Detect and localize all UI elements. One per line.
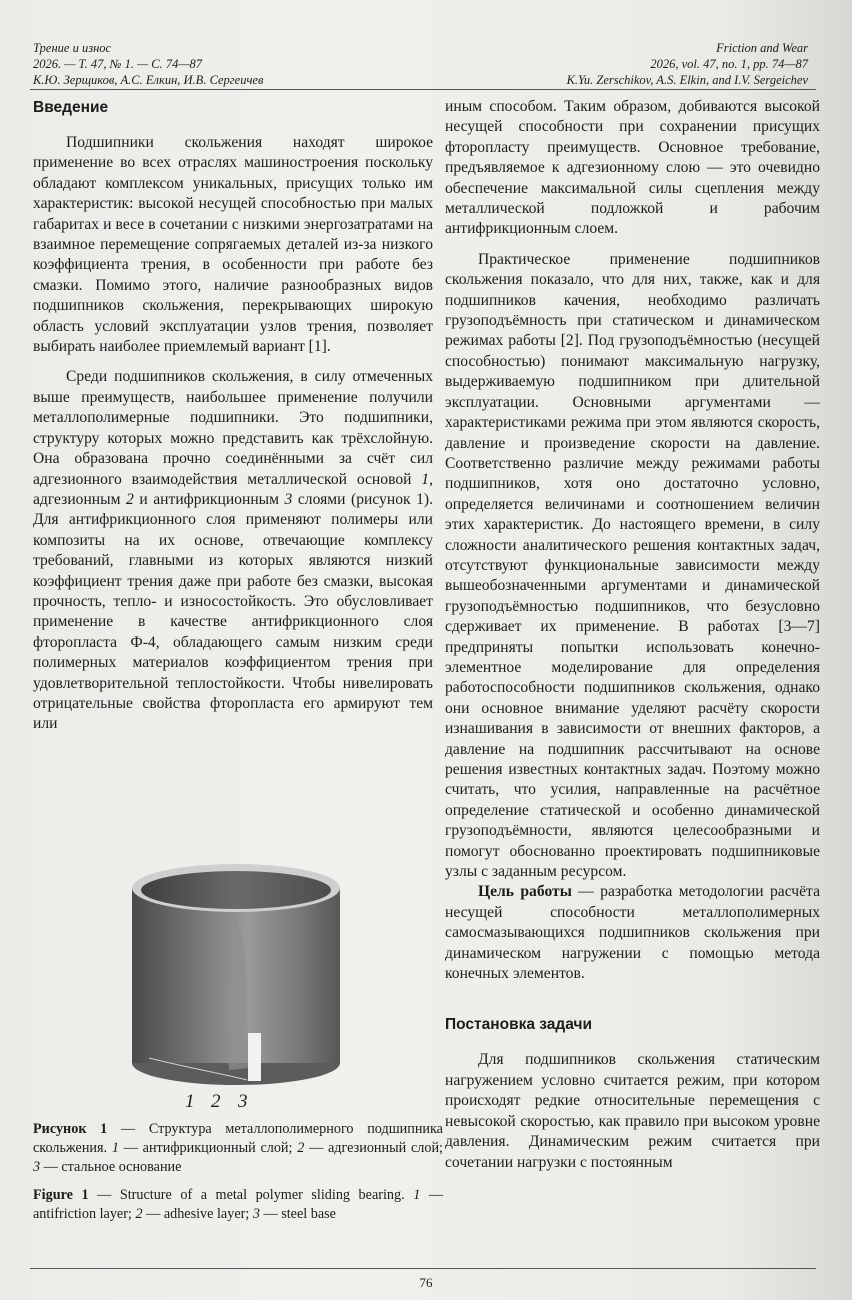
paragraph-goal: Цель работы — разработка методологии расчёта несущей способности металлополимерных самосмазывающихся подшипников скольжения при динамическом нагружении с помощью метода конечных элементов.	[445, 883, 820, 983]
running-header-en	[468, 40, 808, 88]
journal-title-ru: Трение и износ	[33, 41, 112, 55]
paragraph-right-1: иным способом. Таким образом, добиваются высокой несущей способности при сохранении присущих фторопласту преимуществ. Основное требование, предъявляемое к адгезионному слою — это очевидно обеспечение максимальной силы сцепления между металлической подложкой и рабочим антифрикционным слоем.	[445, 98, 820, 238]
paragraph-intro-1: Подшипники скольжения находят широкое применение во всех отраслях машиностроения поскольку обладают комплексом уникальных, присущих только им характеристик: высокой несущей способностью при малых габаритах и весе в сочетании с низкими энергозатратами на взаимное перемещение сопрягаемых деталей из-за низкого коэффициента трения, в особенности при работе без смазки. Помимо этого, наличие разнообразных видов подшипников скольжения, перекрывающих широкую область условий эксплуатации узлов трения, позволяет выбирать наиболее приемлемый вариант [1].	[33, 134, 433, 356]
section-heading-problem: Постановка задачи	[445, 1016, 593, 1034]
citation-ru: 2026. — Т. 47, № 1. — С. 74—87	[33, 57, 203, 71]
paragraph-right-2: Практическое применение подшипников скольжения показало, что для них, также, как и для подшипников качения, необходимо различать грузоподъёмность при статическом и динамическом режимах работы [2]. Под грузоподъёмностью (несущей способностью) понимают максимальную нагрузку, выдерживаемую подшипником при длительной эксплуатации. Основными аргументами — характеристиками режима при этом являются скорость, давление и произведение скорости на давление. Соответственно различие между режимами работы подшипников, хотя оно достаточно условно, определяется величинами и соотношением величин этих характеристик. До настоящего времени, в силу сложности аналитического решения контактных задач, отсутствуют функциональные зависимости между вышеобозначенными аргументами и динамической грузоподъёмностью подшипников, что безусловно сдерживает их применение. В работах [3—7] предприняты попытки использовать конечно-элементное моделирование для определения работоспособности подшипников скольжения, однако они основное внимание уделяют расчёту скорости изнашивания в зависимости от внешних факторов, а давление на подшипник рассчитывают на основе решения известных контактных задач. Поэтому можно считать, что усилия, направленные на расчётное определение статической и особенно динамической грузоподъёмности, являются целесообразными и помогут обоснованно проектировать подшипниковые узлы с заданным ресурсом.	[445, 250, 820, 881]
figure-label-2: 2	[211, 1091, 221, 1112]
header-divider	[30, 89, 816, 90]
figure-caption-ru: Рисунок 1 — Структура металлополимерного подшипника скольжения. 1 — антифрикционный слой; 2 — адгезионный слой; 3 — стальное основание	[33, 1121, 443, 1175]
paragraph-intro-2: Среди подшипников скольжения, в силу отмеченных выше преимуществ, наибольшее применение получили металлополимерные подшипники. Это подшипники, структуру которых можно представить как трёхслойную. Она образована прочно соединёнными за счёт сил адгезионного взаимодействия металлической основой 1, адгезионным 2 и антифрикционным 3 слоями (рисунок 1). Для антифрикционного слоя применяют полимеры или композиты на их основе, отвечающие комплексу требований, главными из которых являются низкий коэффициент трения даже при работе без смазки, высокая прочность, тепло- и износостойкость. Это обусловливает применение в качестве антифрикционного слоя фторопласта Ф-4, обладающего самым низким среди полимерных материалов коэффициентом трения при удовлетворительной теплостойкости. Чтобы нивелировать отрицательные свойства фторопласта его армируют тем или	[33, 368, 433, 733]
section-heading-introduction: Введение	[33, 99, 109, 116]
bearing-photo	[129, 858, 343, 1088]
left-column	[33, 97, 433, 735]
bearing-bore	[141, 871, 331, 909]
figure-caption-en: Figure 1 — Structure of a metal polymer sliding bearing. 1 — antifriction layer; 2 — adhesive layer; 3 — steel base	[33, 1187, 444, 1222]
figure-label-3: 3	[238, 1091, 248, 1112]
figure-1	[33, 858, 444, 1222]
page-number: 76	[419, 1275, 433, 1290]
bearing-slot	[248, 1033, 261, 1081]
right-column	[445, 97, 820, 1173]
paragraph-problem-1: Для подшипников скольжения статическим нагружением условно считается режим, при котором происходят редкие относительные перемещения с невысокой скоростью, как правило при высоком уровне давления. Динамическим режим считается при сочетании нагрузки с постоянным	[445, 1051, 820, 1171]
running-header-ru	[33, 40, 373, 88]
journal-title-en: Friction and Wear	[716, 41, 808, 55]
footer-divider	[30, 1268, 816, 1269]
authors-ru: К.Ю. Зерщиков, А.С. Елкин, И.В. Сергеичев	[33, 73, 264, 87]
citation-en: 2026, vol. 47, no. 1, pp. 74—87	[650, 57, 808, 71]
authors-en: K.Yu. Zerschikov, A.S. Elkin, and I.V. Sergeichev	[566, 73, 808, 87]
figure-label-1: 1	[185, 1091, 195, 1112]
